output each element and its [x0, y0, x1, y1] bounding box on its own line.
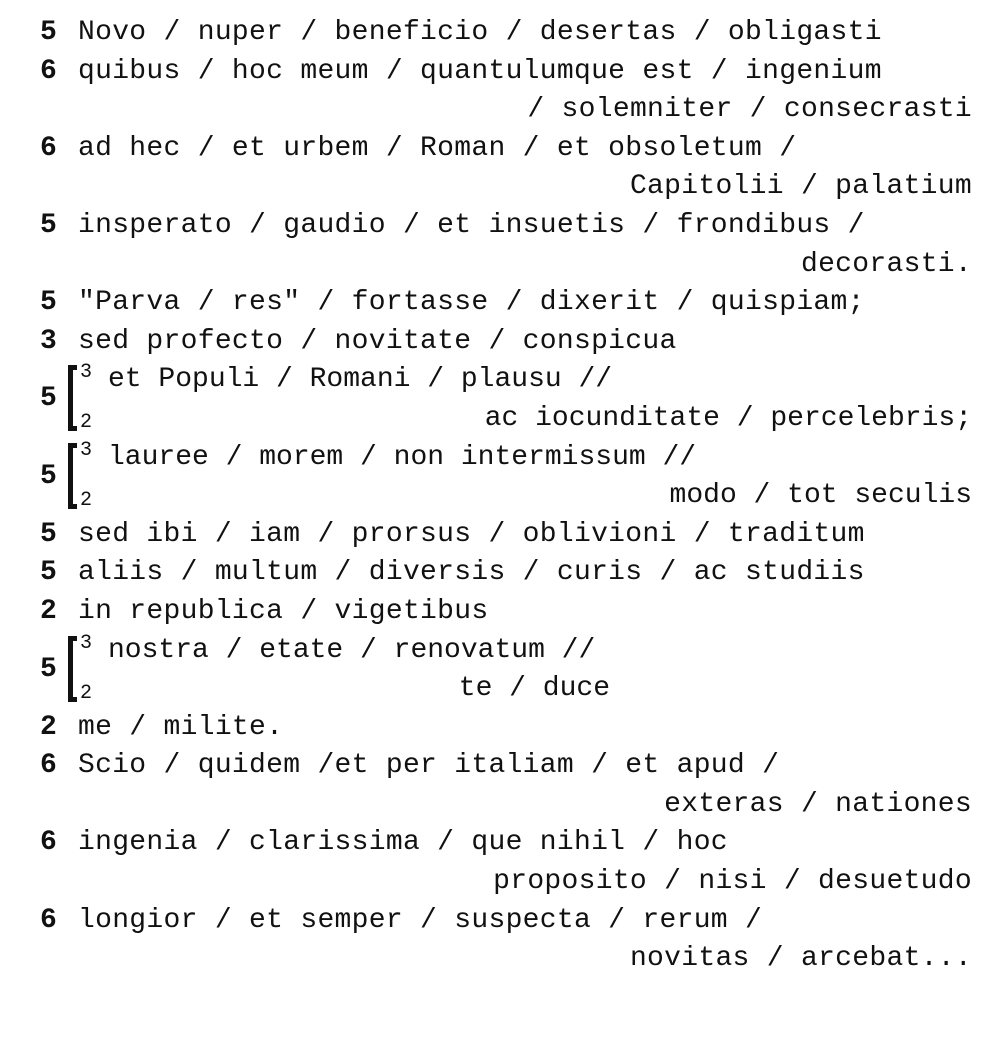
stress-count: 5	[40, 460, 57, 492]
verse-text: nostra / etate / renovatum //	[108, 634, 596, 666]
verse-text: / solemniter / consecrasti	[527, 94, 972, 126]
verse-continuation	[0, 91, 1000, 130]
stress-count: 2	[40, 595, 58, 627]
verse-text: proposito / nisi / desuetudo	[493, 866, 972, 898]
stress-count: 6	[40, 55, 58, 87]
sub-count-lower: 2	[80, 411, 93, 435]
verse-text: ac iocunditate / percelebris;	[484, 402, 972, 434]
verse-text: in republica / vigetibus	[78, 595, 489, 627]
verse-line	[0, 824, 1000, 863]
stress-count: 6	[40, 904, 58, 936]
verse-text: Scio / quidem /et per italiam / et apud /	[78, 750, 780, 782]
bracketed-verse-group	[0, 361, 1000, 438]
bracketed-verse-group	[0, 439, 1000, 516]
verse-text: "Parva / res" / fortasse / dixerit / quispiam;	[78, 287, 865, 319]
verse-continuation	[0, 863, 1000, 902]
verse-line	[0, 130, 1000, 169]
verse-line	[0, 284, 1000, 323]
verse-continuation	[0, 940, 1000, 979]
sub-count-lower: 2	[80, 488, 93, 512]
stress-count: 3	[40, 325, 58, 357]
verse-text: sed ibi / iam / prorsus / oblivioni / traditum	[78, 518, 865, 550]
bracket-mark	[68, 365, 77, 431]
verse-line	[0, 747, 1000, 786]
verse-line	[0, 902, 1000, 941]
verse-continuation	[0, 168, 1000, 207]
verse-line	[0, 53, 1000, 92]
stress-count: 6	[40, 132, 58, 164]
verse-line	[0, 323, 1000, 362]
bracketed-verse-group	[0, 632, 1000, 709]
verse-text: aliis / multum / diversis / curis / ac studiis	[78, 557, 865, 589]
verse-text: decorasti.	[800, 248, 972, 280]
verse-text: novitas / arcebat...	[629, 943, 972, 975]
verse-text: te / duce	[458, 673, 610, 705]
verse-line	[0, 207, 1000, 246]
verse-text: Novo / nuper / beneficio / desertas / obligasti	[78, 17, 882, 48]
stress-count: 6	[40, 750, 58, 782]
verse-text: ingenia / clarissima / que nihil / hoc	[78, 827, 728, 859]
verse-line	[0, 516, 1000, 555]
sub-count-upper: 3	[80, 438, 93, 462]
verse-text: sed profecto / novitate / conspicua	[78, 325, 677, 357]
verse-text: me / milite.	[78, 711, 284, 743]
verse-text: et Populi / Romani / plausu //	[108, 364, 613, 396]
verse-text: longior / et semper / suspecta / rerum /	[78, 904, 763, 936]
stress-count: 5	[40, 383, 57, 415]
verse-text: Capitolii / palatium	[629, 171, 972, 203]
bracket-mark	[68, 636, 77, 702]
stress-count: 5	[40, 557, 58, 589]
verse-continuation	[0, 786, 1000, 825]
verse-text: quibus / hoc meum / quantulumque est / ingenium	[78, 55, 882, 87]
stress-count: 6	[40, 827, 58, 859]
verse-text: lauree / morem / non intermissum //	[108, 441, 697, 473]
stress-count: 5	[40, 518, 58, 550]
verse-line	[0, 554, 1000, 593]
verse-text: modo / tot seculis	[669, 480, 972, 512]
stress-count: 5	[40, 287, 58, 319]
stress-count: 5	[40, 653, 57, 685]
verse-text: insperato / gaudio / et insuetis / frondibus /	[78, 209, 865, 241]
sub-count-upper: 3	[80, 631, 93, 655]
stress-count: 2	[40, 711, 58, 743]
verse-text: exteras / nationes	[664, 788, 972, 820]
stress-count: 5	[40, 209, 58, 241]
verse-line	[0, 709, 1000, 748]
verse-continuation	[0, 246, 1000, 285]
sub-count-upper: 3	[80, 361, 93, 385]
sub-count-lower: 2	[80, 681, 93, 705]
bracket-mark	[68, 443, 77, 509]
verse-line	[0, 14, 1000, 53]
verse-text: ad hec / et urbem / Roman / et obsoletum /	[78, 132, 797, 164]
stress-count: 5	[40, 17, 58, 48]
verse-line	[0, 593, 1000, 632]
